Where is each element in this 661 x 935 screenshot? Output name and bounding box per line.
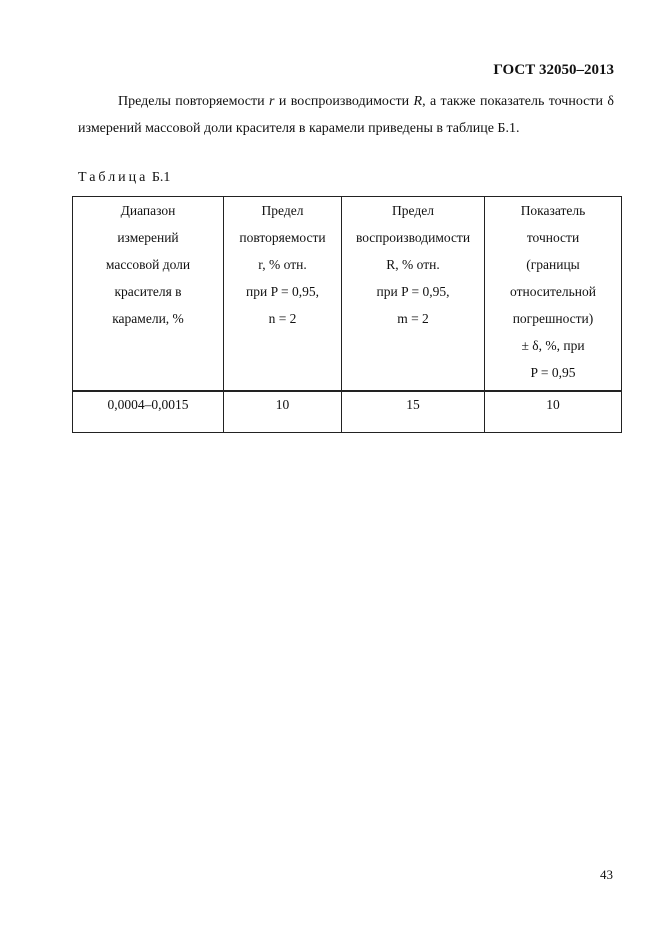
header-cell-reproducibility: [342, 197, 485, 392]
header-line: Предел: [261, 203, 304, 218]
header-line: точности: [526, 230, 580, 245]
header-line: повторяемости: [239, 230, 326, 245]
header-line: Показатель: [520, 203, 586, 218]
header-line: относительной: [510, 284, 596, 299]
table-caption-word: Таблица: [78, 170, 149, 185]
page-number: 43: [600, 867, 613, 882]
header-line: Диапазон: [120, 203, 176, 218]
header-cell-accuracy: [485, 197, 622, 392]
header-line: при P = 0,95,: [246, 284, 319, 299]
document-code: ГОСТ 32050–2013: [493, 62, 614, 78]
table-cell-accuracy: 10: [485, 391, 622, 433]
header-line: погрешности): [512, 311, 594, 326]
header-line: карамели, %: [112, 311, 184, 326]
header-line: r, % отн.: [258, 257, 307, 272]
header-line: ± δ, %, при: [521, 338, 585, 353]
paragraph-part3: , а также показатель точности δ измерений массовой доли красителя в карамели приведены в таблице Б.1.: [78, 94, 614, 136]
paragraph-part1: Пределы повторяемости: [118, 94, 270, 109]
header-line: (границы: [526, 257, 580, 272]
header-line: P = 0,95: [530, 365, 576, 380]
header-line: Предел: [392, 203, 434, 218]
table-cell-range: 0,0004–0,0015: [73, 391, 224, 433]
header-line: при P = 0,95,: [376, 284, 450, 299]
intro-paragraph: [78, 88, 614, 142]
table-row: [73, 391, 622, 433]
table-header-row: [73, 197, 622, 392]
r-symbol: r: [269, 94, 275, 109]
header-line: измерений: [117, 230, 179, 245]
table-caption: [78, 170, 170, 186]
table-caption-number: Б.1: [151, 170, 171, 185]
data-table: [72, 196, 622, 433]
table-cell-repeatability: 10: [224, 391, 342, 433]
header-line: массовой доли: [105, 257, 191, 272]
header-line: n = 2: [268, 311, 297, 326]
R-symbol: R: [413, 94, 423, 109]
table-cell-reproducibility: 15: [342, 391, 485, 433]
header-line: R, % отн.: [386, 257, 440, 272]
header-line: m = 2: [397, 311, 429, 326]
header-cell-repeatability: [224, 197, 342, 392]
paragraph-part2: и воспроизводимости: [274, 94, 414, 109]
header-line: красителя в: [114, 284, 182, 299]
header-cell-range: [73, 197, 224, 392]
header-line: воспроизводимости: [355, 230, 471, 245]
